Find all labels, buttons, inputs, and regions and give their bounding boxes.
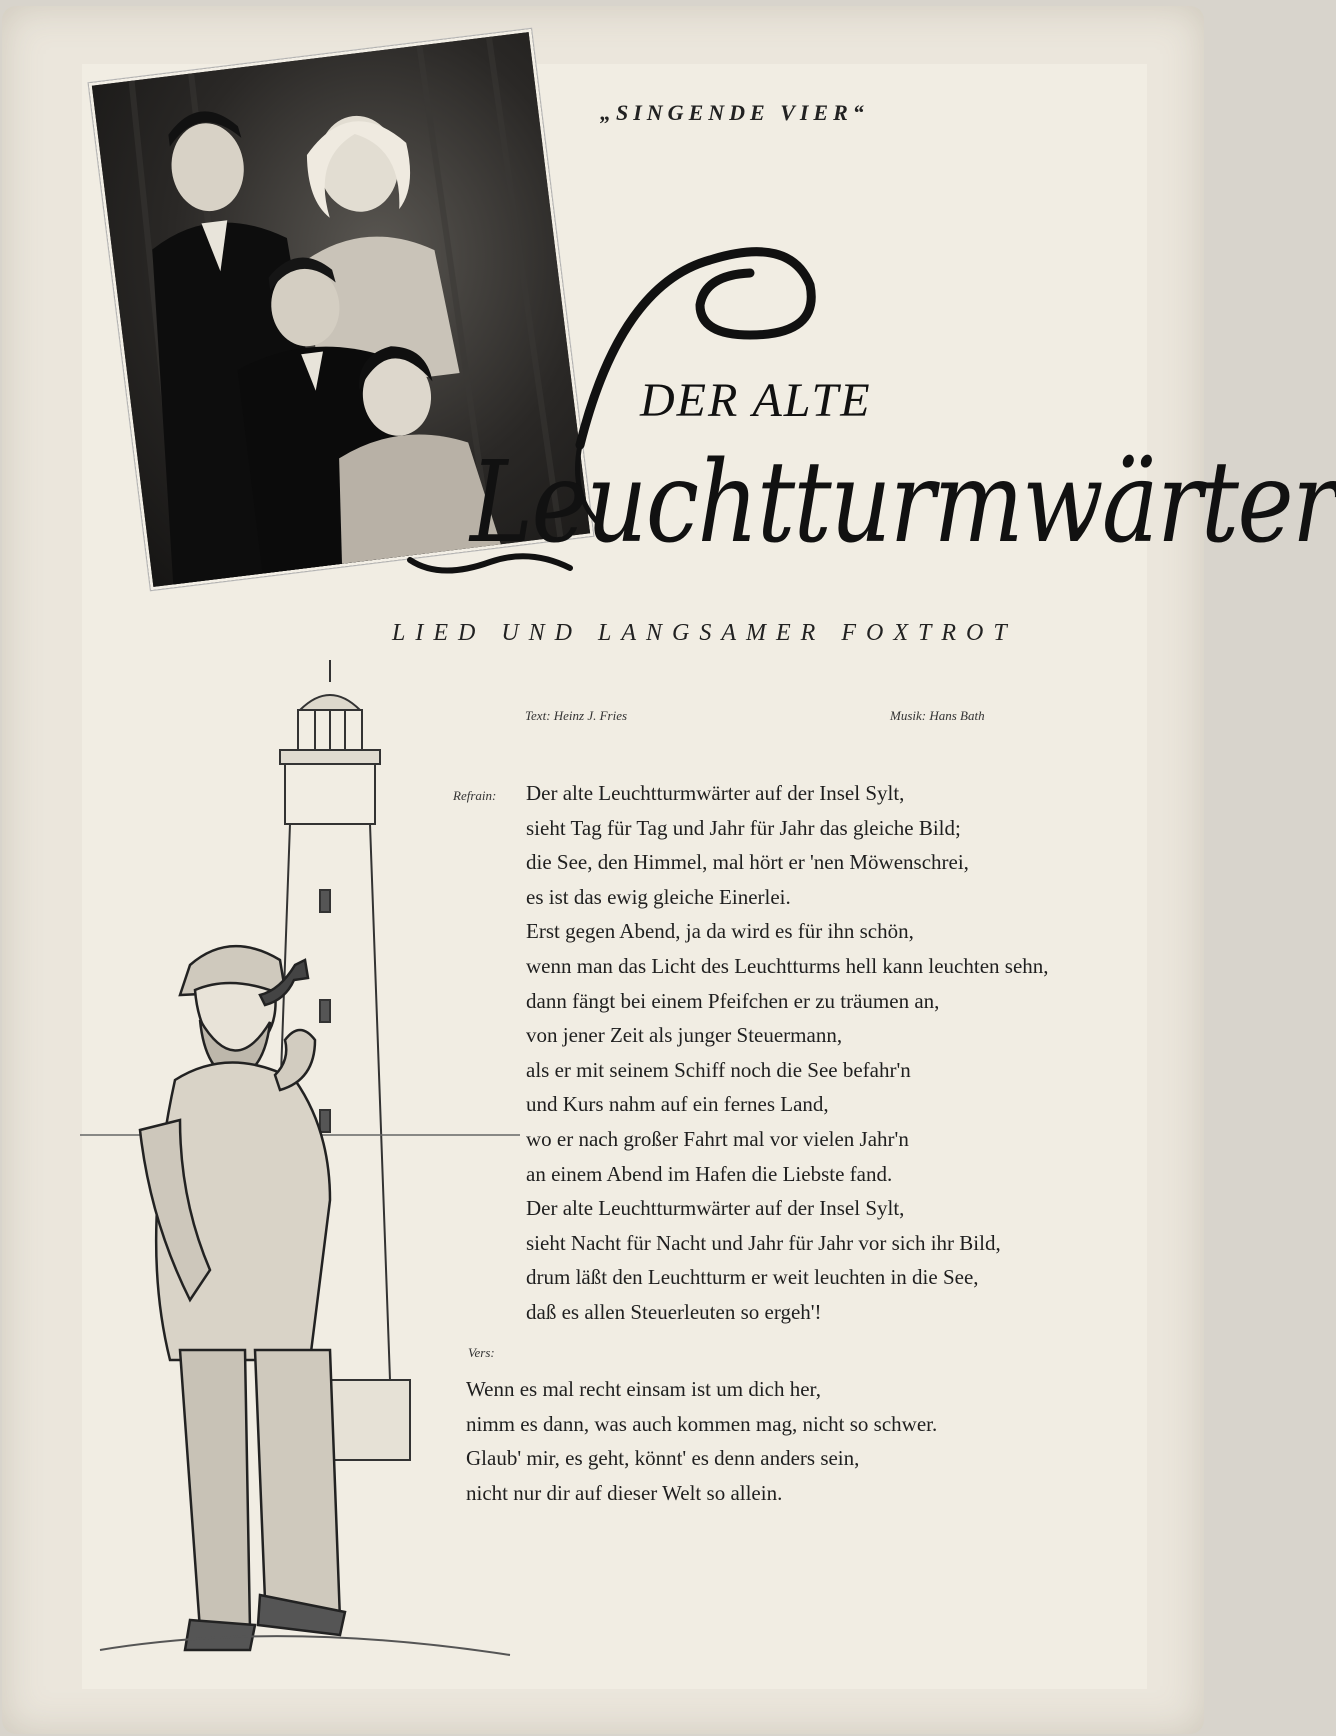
title-underline-flourish [400, 540, 580, 580]
refrain-label: Refrain: [453, 788, 497, 803]
verse-line: nimm es dann, was auch kommen mag, nicht so schwer. [466, 1411, 938, 1436]
lighthouse-sailor-illustration [80, 660, 520, 1660]
verse-label: Vers: [468, 1345, 495, 1360]
group-name: „SINGENDE VIER“ [600, 100, 869, 125]
verse-lyrics [466, 1372, 937, 1510]
refrain-line: es ist das ewig gleiche Einerlei. [526, 884, 791, 909]
refrain-line: Der alte Leuchtturmwärter auf der Insel Sylt, [526, 781, 905, 805]
refrain-line: Erst gegen Abend, ja da wird es für ihn schön, [526, 919, 914, 944]
refrain-line: sieht Nacht für Nacht und Jahr für Jahr vor sich ihr Bild, [526, 1230, 1001, 1255]
refrain-line: drum läßt den Leuchtturm er weit leuchten in die See, [526, 1265, 979, 1290]
refrain-line: wenn man das Licht des Leuchtturms hell kann leuchten sehn, [526, 953, 1049, 978]
lyricist-credit: Text: Heinz J. Fries [525, 708, 628, 723]
refrain-line: Der alte Leuchtturmwärter auf der Insel Sylt, [526, 1196, 905, 1221]
title-line-1: DER ALTE [640, 374, 872, 427]
refrain-line: wo er nach großer Fahrt mal vor vielen Jahr'n [526, 1126, 909, 1151]
title-line-2: Leuchtturmwärter [470, 438, 1336, 568]
refrain-line: dann fängt bei einem Pfeifchen er zu träumen an, [526, 988, 940, 1013]
verse-line: nicht nur dir auf dieser Welt so allein. [466, 1480, 783, 1505]
refrain-line: als er mit seinem Schiff noch die See befahr'n [526, 1057, 911, 1082]
refrain-line: von jener Zeit als junger Steuermann, [526, 1023, 843, 1048]
refrain-line: an einem Abend im Hafen die Liebste fand. [526, 1161, 893, 1186]
subtitle: LIED UND LANGSAMER FOXTROT [392, 620, 1017, 646]
refrain-line: und Kurs nahm auf ein fernes Land, [526, 1092, 829, 1117]
refrain-line: die See, den Himmel, mal hört er 'nen Möwenschrei, [526, 850, 969, 875]
verse-line: Wenn es mal recht einsam ist um dich her, [466, 1377, 821, 1401]
refrain-line: sieht Tag für Tag und Jahr für Jahr das gleiche Bild; [526, 815, 961, 840]
verse-line: Glaub' mir, es geht, könnt' es denn anders sein, [466, 1446, 860, 1471]
refrain-line: daß es allen Steuerleuten so ergeh'! [526, 1299, 822, 1324]
composer-credit: Musik: Hans Bath [890, 708, 985, 723]
refrain-lyrics [526, 776, 1049, 1330]
